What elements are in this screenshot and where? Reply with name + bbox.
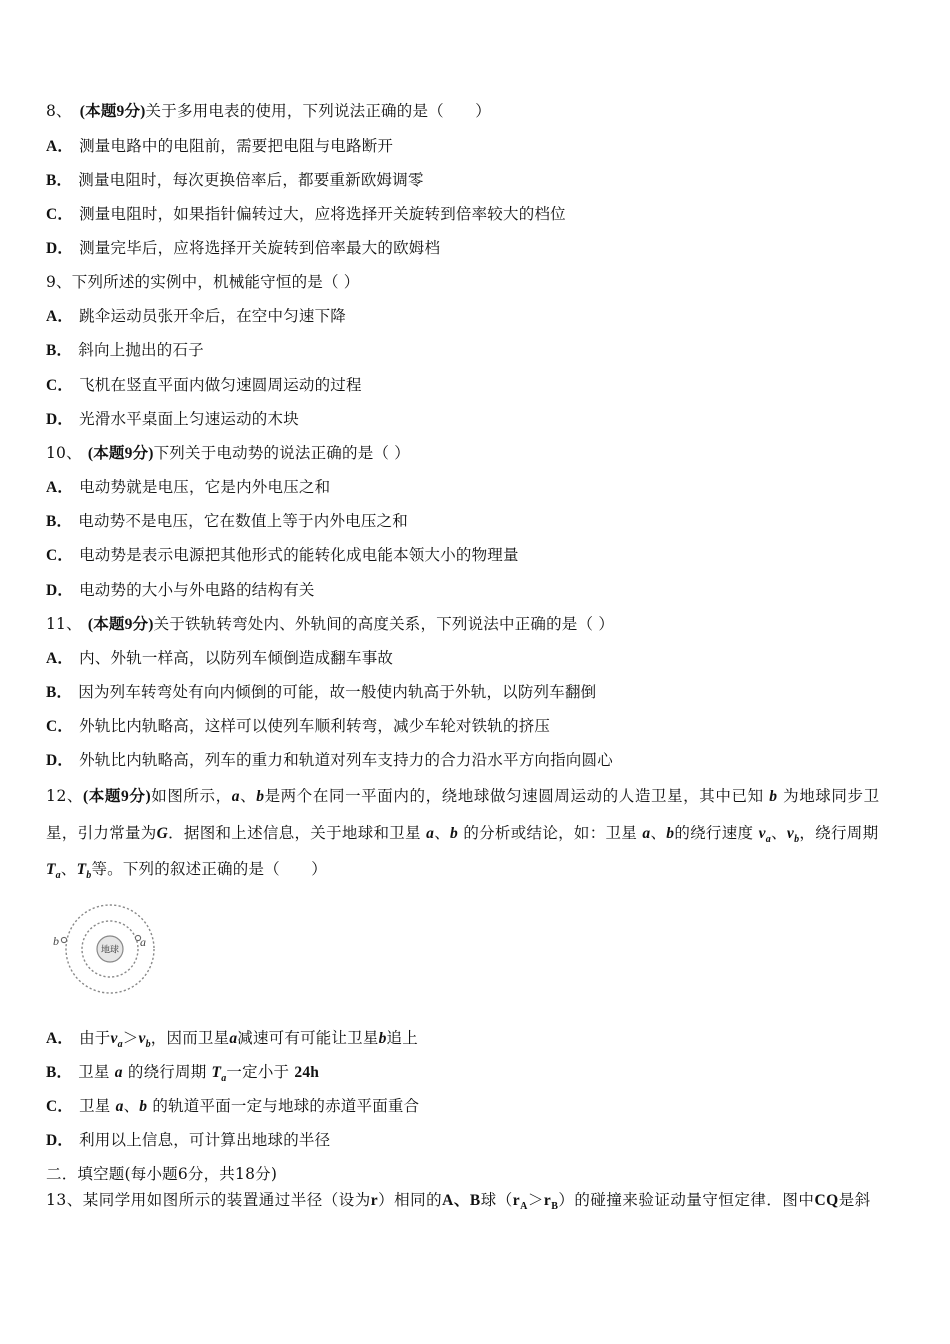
satellite-b-icon: [61, 937, 66, 942]
q12-option-b: B． 卫星 a 的绕行周期 $T_a$一定小于 24h: [46, 1063, 320, 1085]
section-2-heading: 二．填空题(每小题6分，共18分): [46, 1165, 278, 1183]
q11-stem: 11、 (本题9分)关于铁轨转弯处内、外轨间的高度关系，下列说法中正确的是（ ）: [46, 615, 615, 633]
q12-option-d: D． 利用以上信息，可计算出地球的半径: [46, 1131, 331, 1149]
q11-option-a: A． 内、外轨一样高，以防列车倾倒造成翻车事故: [46, 649, 394, 667]
earth-label: 地球: [100, 945, 120, 956]
q12-stem-line-3: $T_a$、$T_b$等。下列的叙述正确的是（ ）: [46, 860, 327, 882]
q8-option-c: C． 测量电阻时，如果指针偏转过大，应将选择开关旋转到倍率较大的档位: [46, 205, 566, 223]
q9-option-c: C． 飞机在竖直平面内做匀速圆周运动的过程: [46, 376, 362, 394]
q10-option-b: B． 电动势不是电压，它在数值上等于内外电压之和: [46, 512, 408, 530]
q8-option-a: A． 测量电路中的电阻前，需要把电阻与电路断开: [46, 137, 394, 155]
q10-option-d: D． 电动势的大小与外电路的结构有关: [46, 581, 315, 599]
q12-option-c: C． 卫星 a、b 的轨道平面一定与地球的赤道平面重合: [46, 1097, 420, 1115]
q9-stem: 9、下列所述的实例中，机械能守恒的是（ ）: [46, 273, 360, 291]
q11-option-b: B． 因为列车转弯处有向内倾倒的可能，故一般使内轨高于外轨，以防列车翻倒: [46, 683, 597, 701]
q11-option-c: C． 外轨比内轨略高，这样可以使列车顺利转弯，减少车轮对铁轨的挤压: [46, 717, 551, 735]
orbit-figure: [48, 900, 158, 1000]
satellite-b-label: b: [53, 934, 59, 948]
q10-option-c: C． 电动势是表示电源把其他形式的能转化成电能本领大小的物理量: [46, 546, 519, 564]
q9-option-b: B． 斜向上抛出的石子: [46, 341, 204, 359]
q8-stem: 8、 (本题9分)关于多用电表的使用，下列说法正确的是（ ）: [46, 102, 491, 120]
q9-option-a: A． 跳伞运动员张开伞后，在空中匀速下降: [46, 307, 346, 325]
satellite-a-label: a: [140, 935, 146, 949]
q8-option-d: D． 测量完毕后，应将选择开关旋转到倍率最大的欧姆档: [46, 239, 441, 257]
q12-stem-line-1: 12、(本题9分)如图所示，a、b是两个在同一平面内的，绕地球做匀速圆周运动的人造卫星，其中已知 b 为地球同步卫: [46, 787, 880, 805]
q13-stem: 13、某同学用如图所示的装置通过半径（设为r）相同的A、B球$(r_A>r_B)$的碰撞来验证动量守恒定律．图中CQ是斜: [46, 1191, 871, 1213]
q12-option-a: A． 由于$v_a>v_b$，因而卫星a减速可有可能让卫星b追上: [46, 1029, 418, 1051]
q9-option-d: D． 光滑水平桌面上匀速运动的木块: [46, 410, 299, 428]
q11-option-d: D． 外轨比内轨略高，列车的重力和轨道对列车支持力的合力沿水平方向指向圆心: [46, 751, 613, 769]
q12-stem-line-2: 星，引力常量为G．据图和上述信息，关于地球和卫星 a、b 的分析或结论，如：卫星 a、b的绕行速度 $v_a$、$v_b$，绕行周期: [46, 824, 879, 846]
q10-option-a: A． 电动势就是电压，它是内外电压之和: [46, 478, 331, 496]
q10-stem: 10、 (本题9分)下列关于电动势的说法正确的是（ ）: [46, 444, 410, 462]
q8-option-b: B． 测量电阻时，每次更换倍率后，都要重新欧姆调零: [46, 171, 424, 189]
